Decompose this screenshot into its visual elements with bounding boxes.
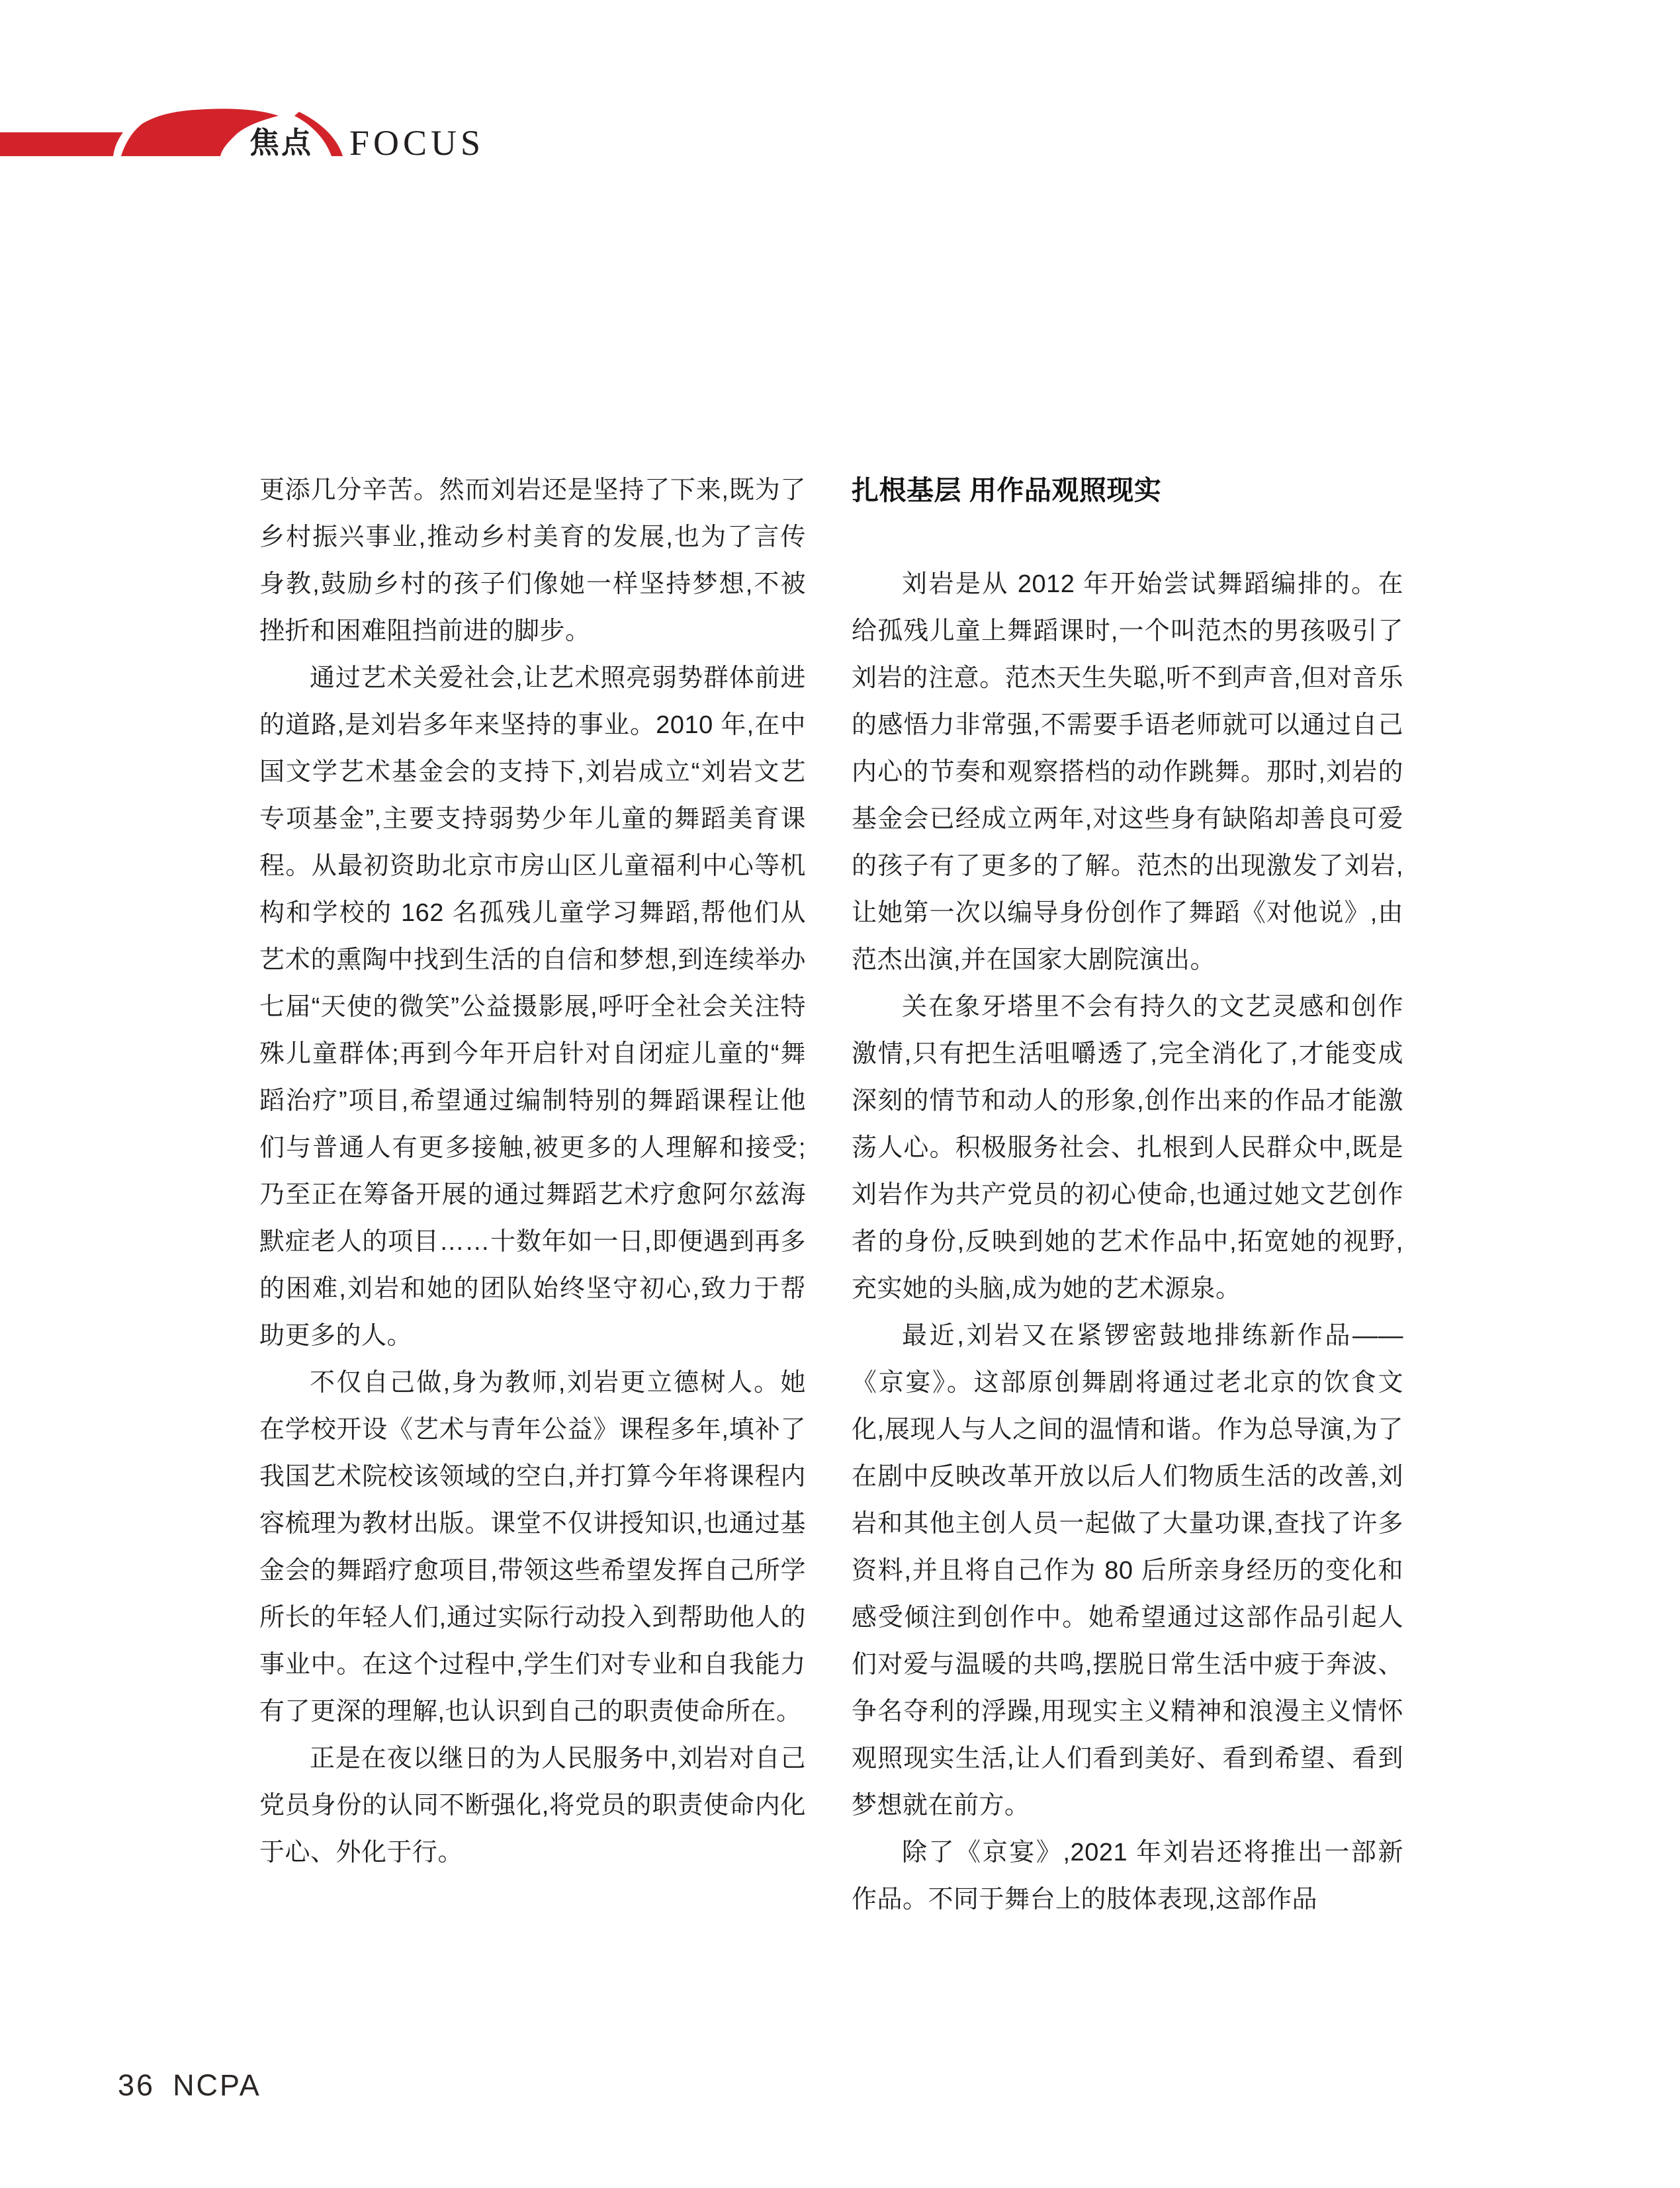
section-title-cn: 焦点 — [249, 126, 314, 159]
section-title-en: FOCUS — [349, 123, 485, 163]
journal-code: NCPA — [173, 2068, 261, 2102]
page-footer — [118, 2070, 261, 2101]
page-number: 36 — [118, 2068, 155, 2102]
paragraph: 不仅自己做,身为教师,刘岩更立德树人。她在学校开设《艺术与青年公益》课程多年,填补了我国艺术院校该领域的空白,并打算今年将课程内容梳理为教材出版。课堂不仅讲授知识,也通过基金会的舞蹈疗愈项目,带领这些希望发挥自己所学所长的年轻人们,通过实际行动投入到帮助他人的事业中。在这个过程中,学生们对专业和自我能力有了更深的理解,也认识到自己的职责使命所在。 — [259, 1369, 806, 1726]
paragraph: 关在象牙塔里不会有持久的文艺灵感和创作激情,只有把生活咀嚼透了,完全消化了,才能变成深刻的情节和动人的形象,创作出来的作品才能激荡人心。积极服务社会、扎根到人民群众中,既是刘岩作为共产党员的初心使命,也通过她文艺创作者的身份,反映到她的艺术作品中,拓宽她的视野,充实她的头脑,成为她的艺术源泉。 — [852, 993, 1403, 1303]
paragraph: 正是在夜以继日的为人民服务中,刘岩对自己党员身份的认同不断强化,将党员的职责使命内化于心、外化于行。 — [259, 1745, 806, 1866]
paragraph: 最近,刘岩又在紧锣密鼓地排练新作品——《京宴》。这部原创舞剧将通过老北京的饮食文化,展现人与人之间的温情和谐。作为总导演,为了在剧中反映改革开放以后人们物质生活的改善,刘岩和其他主创人员一起做了大量功课,查找了许多资料,并且将自己作为 80 后所亲身经历的变化和感受倾注到创作中。她希望通过这部作品引起人们对爱与温暖的共鸣,摆脱日常生活中疲于奔波、争名夺利的浮躁,用现实主义精神和浪漫主义情怀观照现实生活,让人们看到美好、看到希望、看到梦想就在前方。 — [852, 1322, 1403, 1819]
paragraph: 刘岩是从 2012 年开始尝试舞蹈编排的。在给孤残儿童上舞蹈课时,一个叫范杰的男孩吸引了刘岩的注意。范杰天生失聪,听不到声音,但对音乐的感悟力非常强,不需要手语老师就可以通过自己内心的节奏和观察搭档的动作跳舞。那时,刘岩的基金会已经成立两年,对这些身有缺陷却善良可爱的孩子有了更多的了解。范杰的出现激发了刘岩,让她第一次以编导身份创作了舞蹈《对他说》,由范杰出演,并在国家大剧院演出。 — [852, 570, 1403, 974]
paragraph: 通过艺术关爱社会,让艺术照亮弱势群体前进的道路,是刘岩多年来坚持的事业。2010 年,在中国文学艺术基金会的支持下,刘岩成立“刘岩文艺专项基金”,主要支持弱势少年儿童的舞蹈美育课程。从最初资助北京市房山区儿童福利中心等机构和学校的 162 名孤残儿童学习舞蹈,帮他们从艺术的熏陶中找到生活的自信和梦想,到连续举办七届“天使的微笑”公益摄影展,呼吁全社会关注特殊儿童群体;再到今年开启针对自闭症儿童的“舞蹈治疗”项目,希望通过编制特别的舞蹈课程让他们与普通人有更多接触,被更多的人理解和接受;乃至正在筹备开展的通过舞蹈艺术疗愈阿尔兹海默症老人的项目……十数年如一日,即便遇到再多的困难,刘岩和她的团队始终坚守初心,致力于帮助更多的人。 — [259, 664, 806, 1350]
right-column — [852, 467, 1403, 1923]
paragraph: 除了《京宴》,2021 年刘岩还将推出一部新作品。不同于舞台上的肢体表现,这部作品 — [852, 1839, 1403, 1913]
right-column-paragraphs — [852, 561, 1403, 1923]
paragraph: 更添几分辛苦。然而刘岩还是坚持了下来,既为了乡村振兴事业,推动乡村美育的发展,也为了言传身教,鼓励乡村的孩子们像她一样坚持梦想,不被挫折和困难阻挡前进的脚步。 — [259, 476, 806, 645]
left-column — [259, 467, 806, 1876]
section-heading: 扎根基层 用作品观照现实 — [852, 475, 1162, 505]
